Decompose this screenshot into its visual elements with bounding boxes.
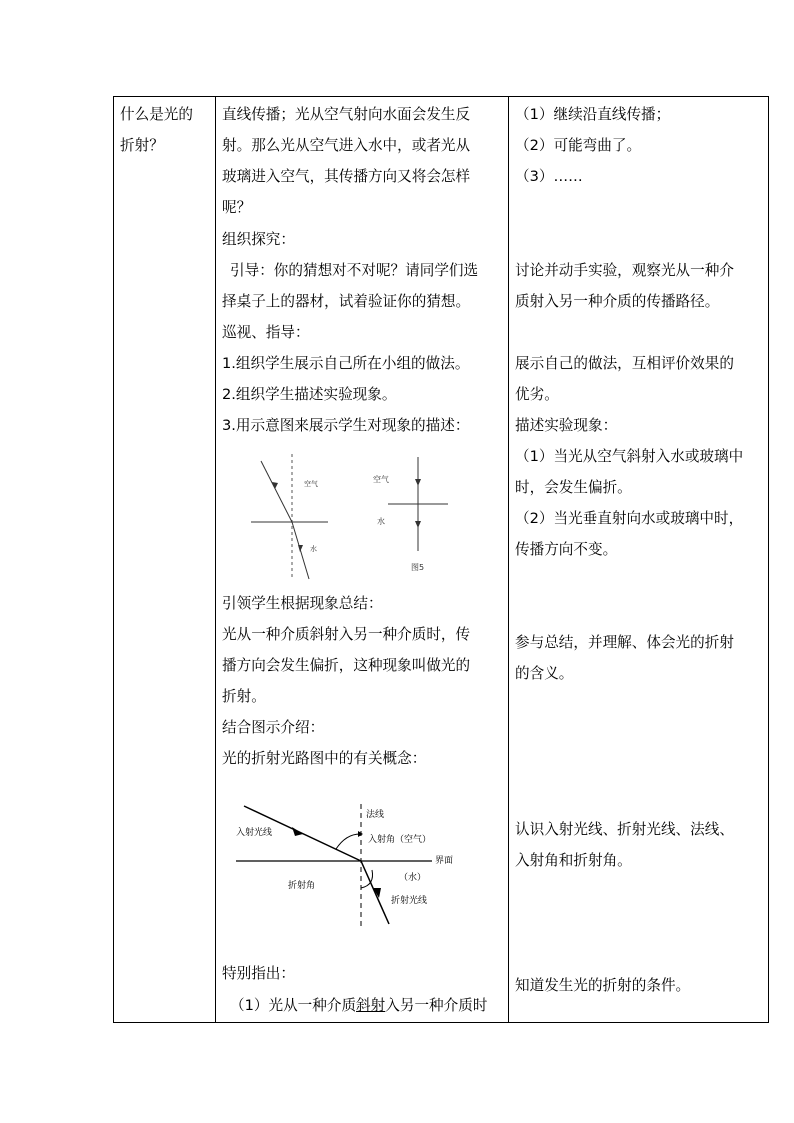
step-line: 1.组织学生展示自己所在小组的做法。: [222, 355, 470, 372]
definition-line: 播方向会发生偏折，这种现象叫做光的: [222, 657, 471, 674]
know-line: 知道发生光的折射的条件。: [515, 977, 691, 994]
guess-line: （3）……: [515, 168, 583, 185]
show-line: 展示自己的做法，互相评价效果的: [515, 355, 734, 372]
tour-heading: 巡视、指导：: [222, 324, 310, 341]
observation-line: （2）当光垂直射向水或玻璃中时，: [515, 510, 744, 527]
refraction-angle-label: 折射角: [288, 881, 316, 891]
intro-line: 呢？: [222, 199, 252, 216]
definition-line: 折射。: [222, 688, 266, 705]
point-text: （1）光从一种介质: [230, 997, 357, 1014]
topic-line: 什么是光的: [120, 106, 193, 123]
explore-heading: 组织探究：: [222, 231, 295, 248]
intro-line: 直线传播；光从空气射向水面会发生反: [222, 106, 471, 123]
step-line: 3.用示意图来展示学生对现象的描述：: [222, 417, 470, 434]
air-label: 空气: [373, 475, 389, 484]
recognize-line: 认识入射光线、折射光线、法线、: [515, 821, 734, 838]
point-emphasis: 斜射: [356, 997, 386, 1014]
incident-angle-label: 入射角（空气）: [368, 835, 432, 845]
teacher-activity-column: [216, 97, 509, 1022]
recognize-line: 入射角和折射角。: [515, 852, 632, 869]
oblique-refraction-figure: [236, 449, 356, 584]
step-line: 2.组织学生描述实验现象。: [222, 386, 397, 403]
concepts-heading: 光的折射光路图中的有关概念：: [222, 750, 427, 767]
interface-label: 界面: [435, 856, 454, 866]
guess-line: （2）可能弯曲了。: [515, 137, 642, 154]
discuss-line: 讨论并动手实验，观察光从一种介: [515, 262, 734, 279]
water-label: 水: [377, 517, 385, 526]
point-text: 入另一种介质时: [385, 997, 488, 1014]
combine-heading: 结合图示介绍：: [222, 719, 325, 736]
point-line: [230, 990, 487, 1021]
water-label: （水）: [399, 873, 427, 883]
special-heading: 特别指出：: [222, 965, 295, 982]
participate-line: 参与总结，并理解、体会光的折射: [515, 634, 734, 651]
guide-line: 引导：你的猜想对不对呢？请同学们选: [230, 262, 479, 279]
student-activity-column: [509, 97, 768, 1022]
guide-line: 择桌子上的器材，试着验证你的猜想。: [222, 293, 471, 310]
lesson-table: [113, 96, 769, 1023]
topic-column: [114, 97, 216, 1022]
water-label: 水: [310, 545, 317, 553]
figure-caption: 图5: [411, 563, 425, 572]
intro-line: 射。那么光从空气进入水中，或者光从: [222, 137, 471, 154]
participate-line: 的含义。: [515, 665, 574, 682]
observation-line: 时，会发生偏折。: [515, 479, 632, 496]
discuss-line: 质射入另一种介质的传播路径。: [515, 293, 720, 310]
lead-line: 引领学生根据现象总结：: [222, 595, 383, 612]
guess-line: （1）继续沿直线传播；: [515, 106, 671, 123]
topic-line: 折射？: [120, 137, 164, 154]
show-line: 优劣。: [515, 386, 559, 403]
describe-heading: 描述实验现象：: [515, 417, 618, 434]
normal-label: 法线: [366, 810, 385, 820]
refraction-diagram: [236, 800, 506, 935]
intro-line: 玻璃进入空气，其传播方向又将会怎样: [222, 168, 471, 185]
air-label: 空气: [304, 480, 318, 488]
observation-line: （1）当光从空气斜射入水或玻璃中: [515, 448, 744, 465]
perpendicular-figure: [366, 449, 476, 584]
incident-ray-label: 入射光线: [236, 828, 273, 838]
refracted-ray-label: 折射光线: [391, 896, 428, 906]
definition-line: 光从一种介质斜射入另一种介质时，传: [222, 626, 471, 643]
observation-line: 传播方向不变。: [515, 541, 618, 558]
